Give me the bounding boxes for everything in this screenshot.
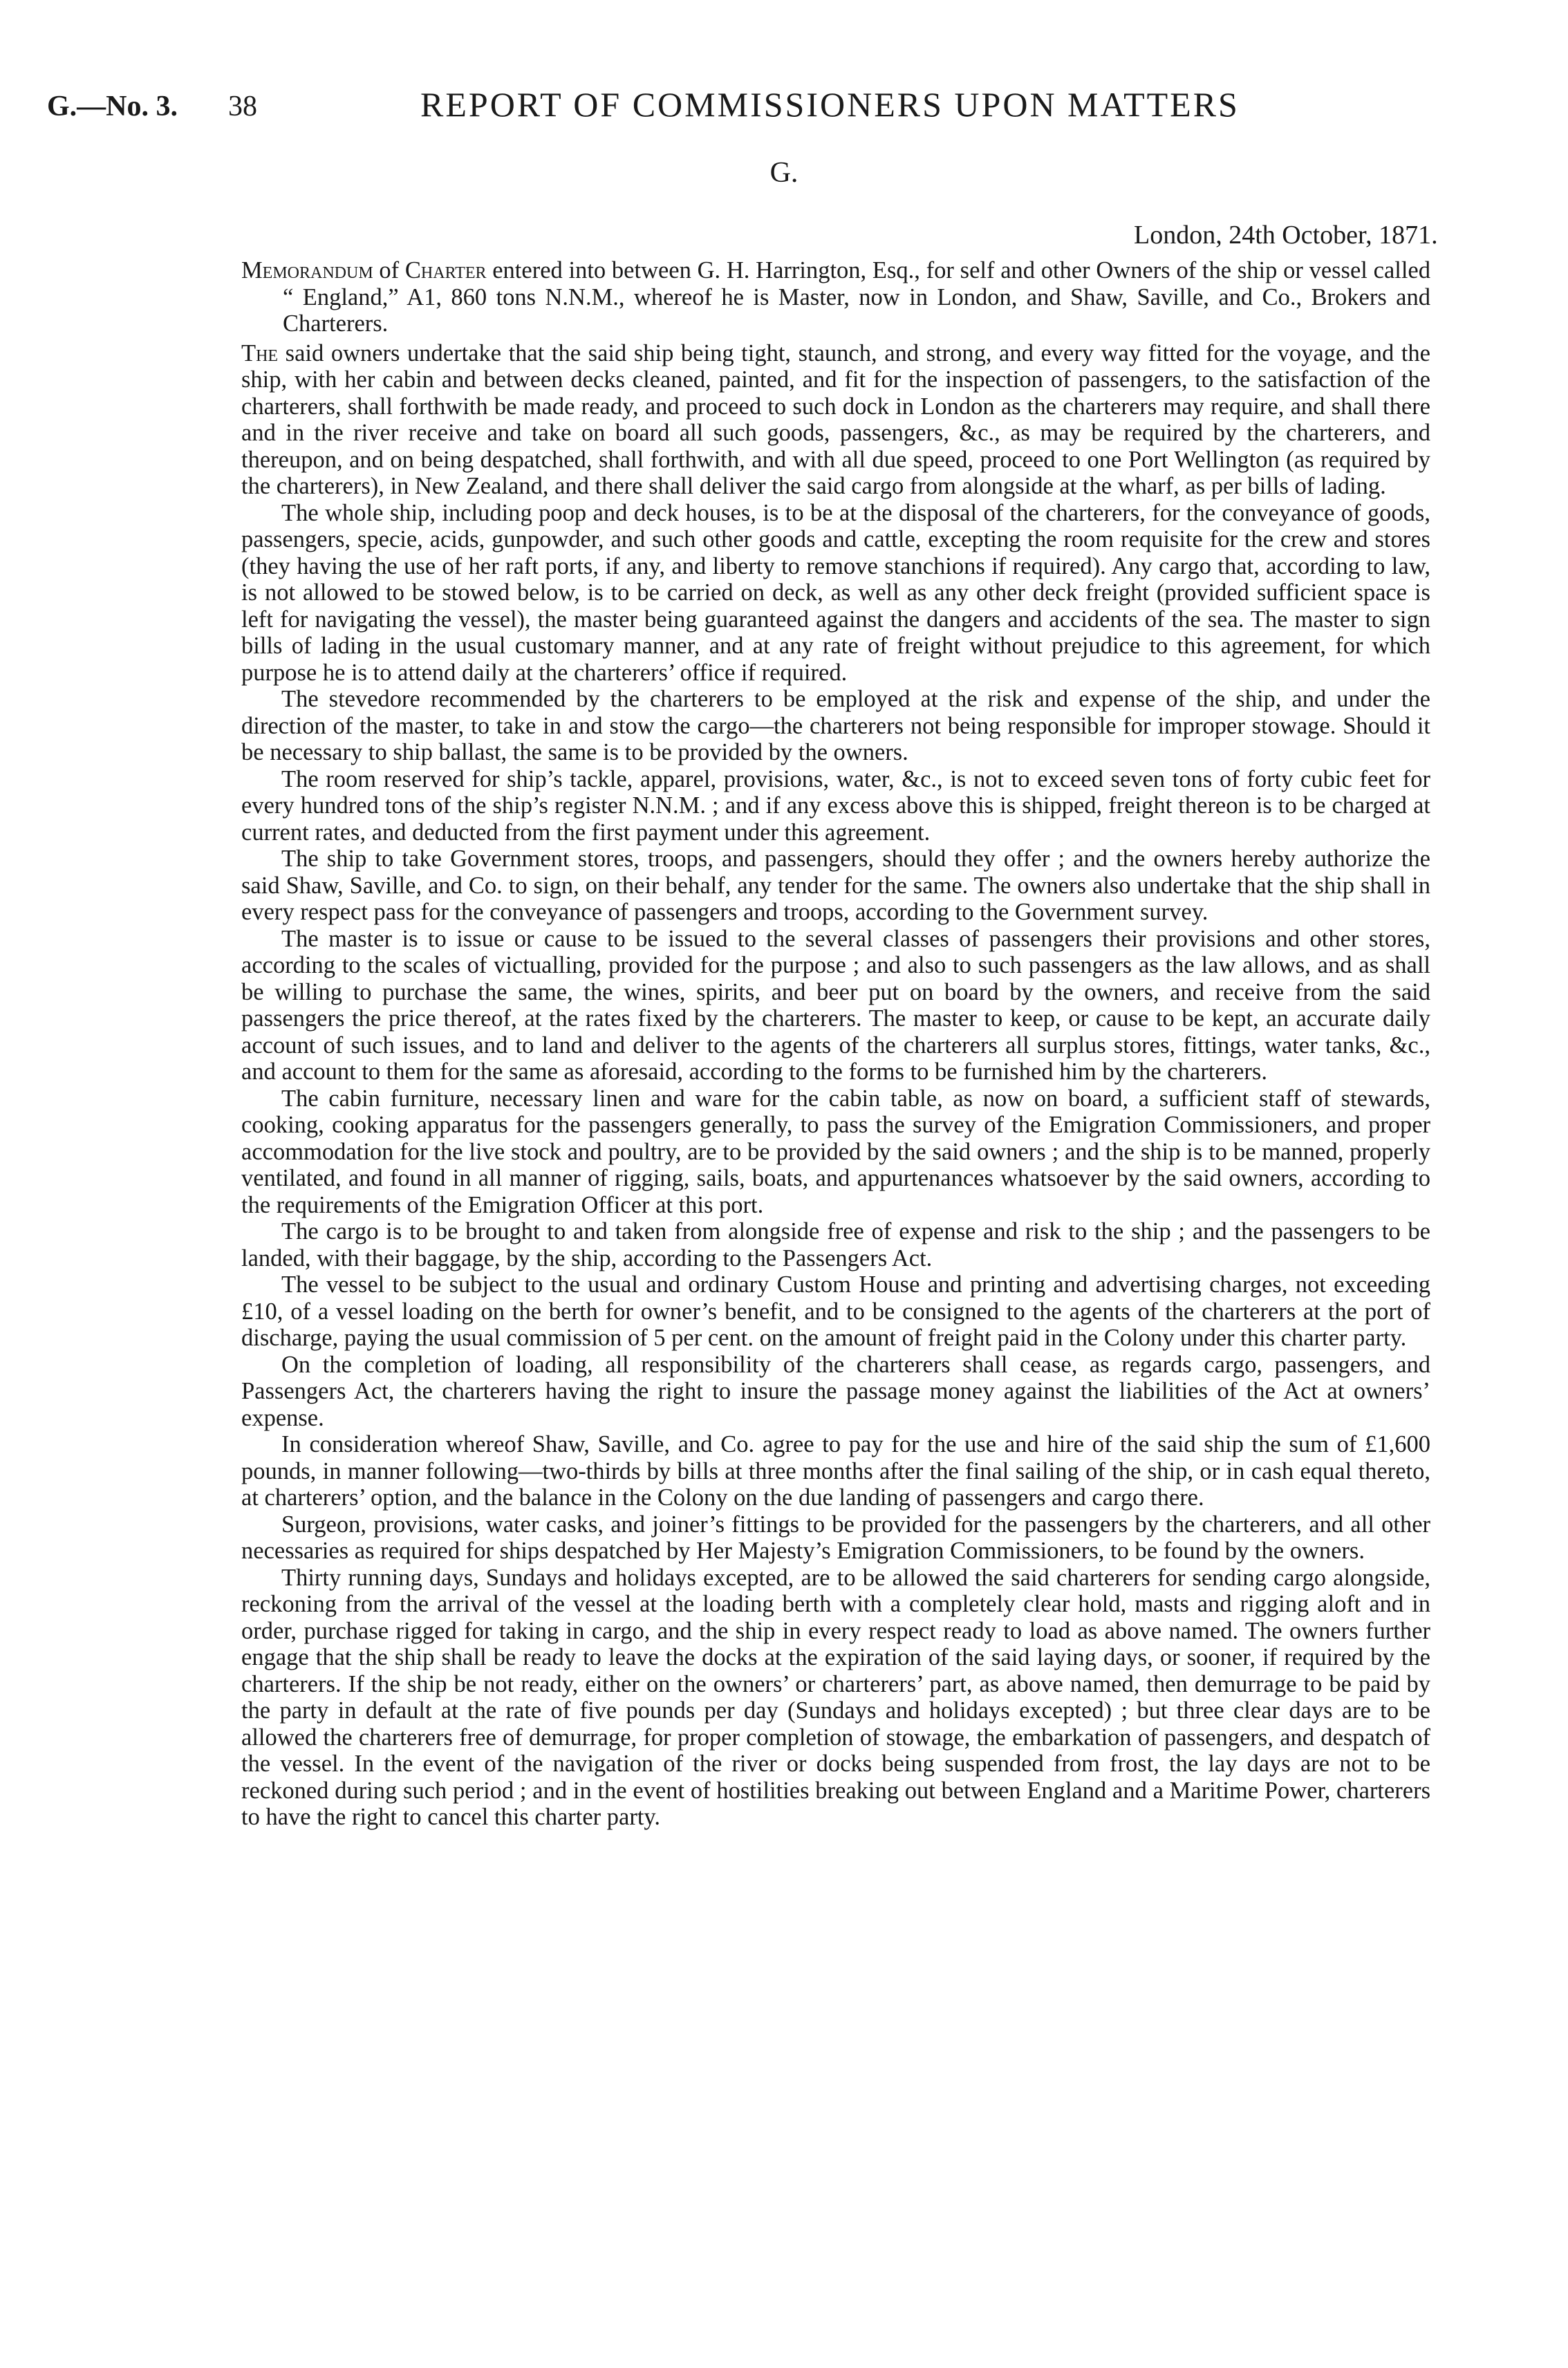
page-header [47,84,1430,140]
paragraph: In consideration whereof Shaw, Saville, and Co. agree to pay for the use and hire of the said ship the sum of £1,600 pounds, in manner following—two-thirds by bills at three months after the final sailing of the ship, or in cash equal thereto, at charterers’ option, and the balance in the Colony on the due landing of passengers and cargo there. [241,1431,1430,1511]
paragraph: On the completion of loading, all responsibility of the charterers shall cease, as regards cargo, passengers, and Passengers Act, the charterers having the right to insure the passage money against the liabilities of the Act at owners’ expense. [241,1351,1430,1431]
memorandum-paragraph [241,257,1430,337]
section-letter: G. [769,157,799,189]
paragraph: The cargo is to be brought to and taken from alongside free of expense and risk to the ship ; and the passengers to be landed, with their baggage, by the ship, according to the Passengers Act. [241,1218,1430,1271]
paragraph: The stevedore recommended by the charterers to be employed at the risk and expense of the ship, and under the direction of the master, to take in and stow the cargo—the charterers not being responsible for improper stowage. Should it be necessary to ship ballast, the same is to be provided by the owners. [241,686,1430,765]
document-reference: G.—No. 3. [47,91,178,122]
running-title: REPORT OF COMMISSIONERS UPON MATTERS [420,85,1240,124]
charter-word: Charter [404,257,487,283]
paragraph: The room reserved for ship’s tackle, apparel, provisions, water, &c., is not to exceed seven tons of forty cubic feet for every hundred tons of the ship’s register N.N.M. ; and if any excess above this is shipped, freight thereon is to be charged at current rates, and deducted from the first payment under this agreement. [241,765,1430,846]
memorandum-of: of [373,257,405,283]
memorandum-lead: Memorandum [241,257,373,283]
paragraph: Surgeon, provisions, water casks, and joiner’s fittings to be provided for the passengers by the charterers, and all other necessaries as required for ships despatched by Her Majesty’s Emigration Commissioners, to be found by the owners. [241,1511,1430,1564]
paragraph: Thirty running days, Sundays and holidays excepted, are to be allowed the said charterers for sending cargo alongside, reckoning from the arrival of the vessel at the loading berth with a completely clear hold, masts and rigging aloft and in order, purchase rigged for taking in cargo, and the ship in every respect ready to load as above named. The owners further engage that the ship shall be ready to leave the docks at the expiration of the said laying days, or sooner, if required by the charterers. If the ship be not ready, either on the owners’ or charterers’ part, as above named, then demurrage to be paid by the party in default at the rate of five pounds per day (Sundays and holidays excepted) ; but three clear days are to be allowed the charterers free of demurrage, for proper completion of stowage, the embarkation of passengers, and despatch of the vessel. In the event of the navigation of the river or docks being suspended from frost, the lay days are not to be reckoned during such period ; and in the event of hostilities breaking out between England and a Maritime Power, charterers to have the right to cancel this charter party. [241,1564,1430,1830]
first-paragraph-lead: The [241,339,279,366]
dateline: London, 24th October, 1871. [1134,221,1438,250]
paragraph: The vessel to be subject to the usual and ordinary Custom House and printing and advertising charges, not exceeding £10, of a vessel loading on the berth for owner’s benefit, and to be consigned to the agents of the charterers at the port of discharge, paying the usual commission of 5 per cent. on the amount of freight paid in the Colony under this charter party. [241,1271,1430,1351]
paragraph: The cabin furniture, necessary linen and ware for the cabin table, as now on board, a sufficient staff of stewards, cooking, cooking apparatus for the passengers generally, to pass the survey of the Emigration Commissioners, and proper accommodation for the live stock and poultry, are to be provided by the said owners ; and the ship is to be manned, properly ventilated, and found in all manner of rigging, sails, boats, and appurtenances whatsoever by the said owners, according to the requirements of the Emigration Officer at this port. [241,1085,1430,1218]
page-number: 38 [228,91,257,122]
paragraph: The ship to take Government stores, troops, and passengers, should they offer ; and the owners hereby authorize the said Shaw, Saville, and Co. to sign, on their behalf, any tender for the same. The owners also undertake that the ship shall in every respect pass for the conveyance of passengers and troops, according to the Government survey. [241,846,1430,925]
body-text [241,257,1430,1831]
first-paragraph-text: said owners undertake that the said ship being tight, staunch, and strong, and every way fitted for the voyage, and the ship, with her cabin and between decks cleaned, painted, and fit for the inspection of passengers, to the satisfaction of the charterers, shall forthwith be made ready, and proceed to such dock in London as the charterers may require, and shall there and in the river receive and take on board all such goods, passengers, &c., as may be required by the charterers, and thereupon, and on being despatched, shall forthwith, and with all due speed, proceed to one Port Wellington (as required by the charterers), in New Zealand, and there shall deliver the said cargo from alongside at the wharf, as per bills of lading. [241,339,1430,499]
memorandum-text: entered into between G. H. Harrington, Esq., for self and other Owners of the ship or vessel called “ England,” A1, 860 tons N.N.M., whereof he is Master, now in London, and Shaw, Saville, and Co., Brokers and Charterers. [283,257,1430,337]
paragraph: The whole ship, including poop and deck houses, is to be at the disposal of the charterers, for the conveyance of goods, passengers, specie, acids, gunpowder, and such other goods and cattle, excepting the room requisite for the crew and stores (they having the use of her raft ports, if any, and liberty to remove stanchions if required). Any cargo that, according to law, is not allowed to be stowed below, is to be carried on deck, as well as any other deck freight (provided sufficient space is left for navigating the vessel), the master being guaranteed against the dangers and accidents of the sea. The master to sign bills of lading in the usual customary manner, and at any rate of freight without prejudice to this agreement, for which purpose he is to attend daily at the charterers’ office if required. [241,499,1430,686]
paragraph: The master is to issue or cause to be issued to the several classes of passengers their provisions and other stores, according to the scales of victualling, provided for the purpose ; and also to such passengers as the law allows, and as shall be willing to purchase the same, the wines, spirits, and beer put on board by the owners, and receive from the said passengers the price thereof, at the rates fixed by the charterers. The master to keep, or cause to be kept, an accurate daily account of such issues, and to land and deliver to the agents of the charterers all surplus stores, fittings, water tanks, &c., and account to them for the same as aforesaid, according to the forms to be furnished him by the charterers. [241,925,1430,1085]
first-paragraph [241,340,1430,500]
